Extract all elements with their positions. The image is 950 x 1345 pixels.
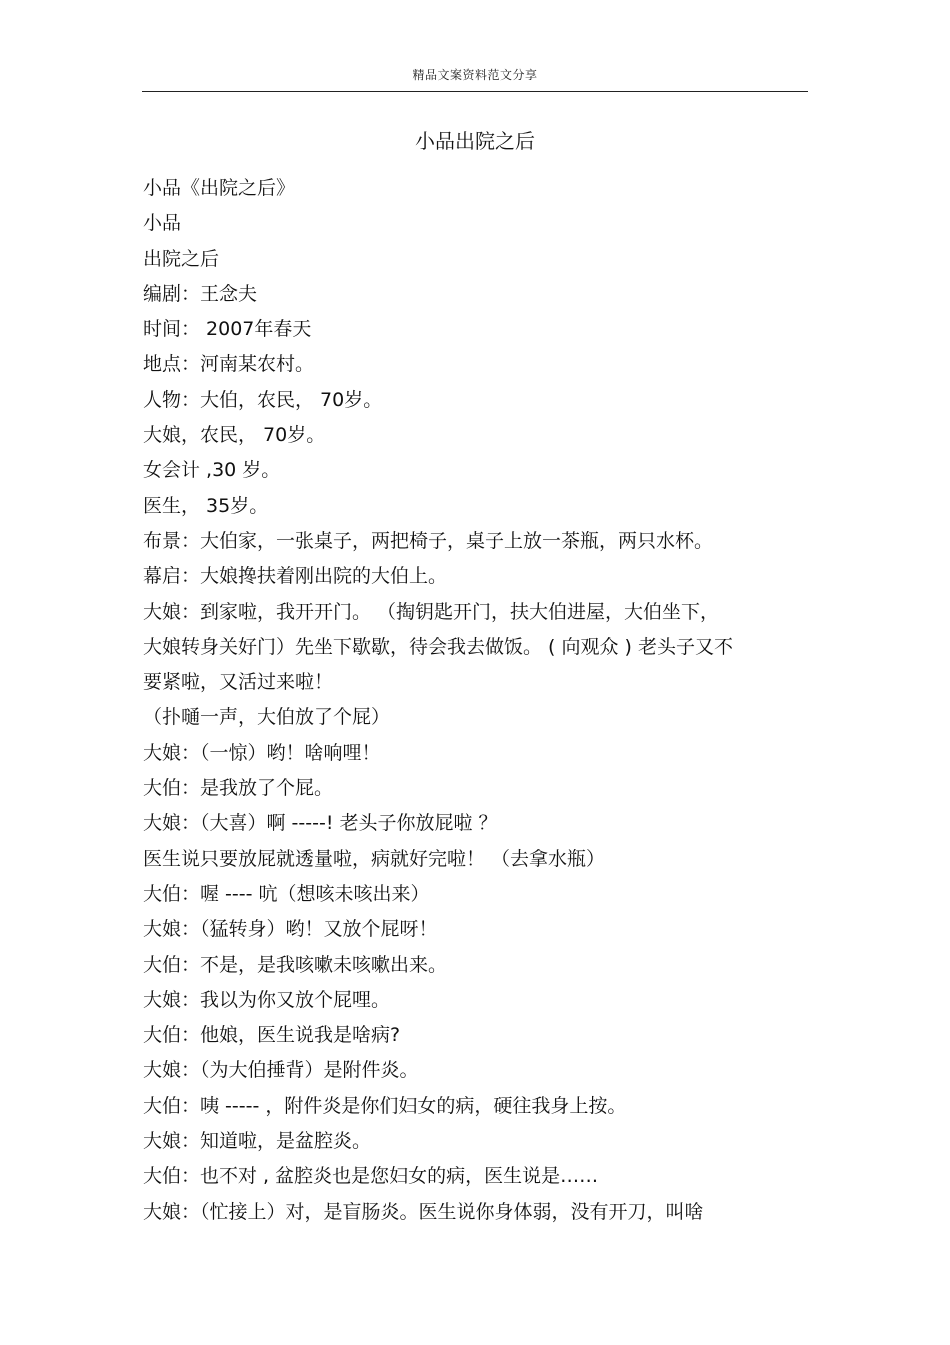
text-line: 小品 xyxy=(143,212,182,235)
page-header: 精品文案资料范文分享 xyxy=(412,68,538,82)
text-line: 大伯：咦 ----- ，附件炎是你们妇女的病，硬往我身上按。 xyxy=(143,1094,627,1117)
text-line: 医生， 35岁。 xyxy=(143,494,269,517)
text-line: 大伯：他娘，医生说我是啥病? xyxy=(143,1024,401,1047)
text-line: 大娘：（一惊）哟！啥响哩！ xyxy=(143,741,381,764)
text-line: 人物：大伯，农民， 70岁。 xyxy=(143,388,383,411)
text-line: 地点：河南某农村。 xyxy=(143,353,315,376)
text-line: （扑嗵一声，大伯放了个屁） xyxy=(143,706,391,729)
header-divider xyxy=(142,91,808,92)
text-line: 大伯：也不对 , 盆腔炎也是您妇女的病，医生说是…… xyxy=(143,1165,599,1188)
text-line: 女会计 ,30 岁。 xyxy=(143,459,281,482)
text-line: 大伯：不是，是我咳嗽未咳嗽出来。 xyxy=(143,953,448,976)
text-line: 大娘：我以为你又放个屁哩。 xyxy=(143,988,391,1011)
text-line: 小品《出院之后》 xyxy=(143,177,296,199)
text-line: 幕启：大娘搀扶着刚出院的大伯上。 xyxy=(143,565,448,588)
document-title: 小品出院之后 xyxy=(415,129,535,153)
text-line: 大娘：（大喜）啊 -----! 老头子你放屁啦 ？ xyxy=(143,812,498,835)
text-line: 大娘转身关好门）先坐下歇歇，待会我去做饭。 ( 向观众 ) 老头子又不 xyxy=(143,635,733,658)
text-line: 时间： 2007年春天 xyxy=(143,318,312,341)
text-line: 大娘：知道啦，是盆腔炎。 xyxy=(143,1130,372,1153)
text-line: 大娘：（猛转身）哟！又放个屁呀！ xyxy=(143,918,438,941)
text-line: 大娘：（忙接上）对，是盲肠炎。医生说你身体弱，没有开刀，叫啥 xyxy=(143,1200,704,1223)
text-line: 布景：大伯家，一张桌子，两把椅子，桌子上放一茶瓶，两只水杯。 xyxy=(143,529,714,552)
text-line: 医生说只要放屁就透量啦，病就好完啦！ （去拿水瓶） xyxy=(143,847,606,870)
document-body xyxy=(143,171,808,1230)
text-line: 要紧啦，又活过来啦！ xyxy=(143,671,334,694)
text-line: 大伯：是我放了个屁。 xyxy=(143,777,334,800)
text-line: 大娘，农民， 70岁。 xyxy=(143,424,326,447)
text-line: 大伯：喔 ---- 吭（想咳未咳出来） xyxy=(143,882,430,905)
text-line: 大娘：到家啦，我开开门。 （掏钥匙开门，扶大伯进屋，大伯坐下， xyxy=(143,600,720,623)
text-line: 编剧：王念夫 xyxy=(143,282,258,305)
text-line: 出院之后 xyxy=(143,247,220,270)
text-line: 大娘：（为大伯捶背）是附件炎。 xyxy=(143,1059,419,1082)
